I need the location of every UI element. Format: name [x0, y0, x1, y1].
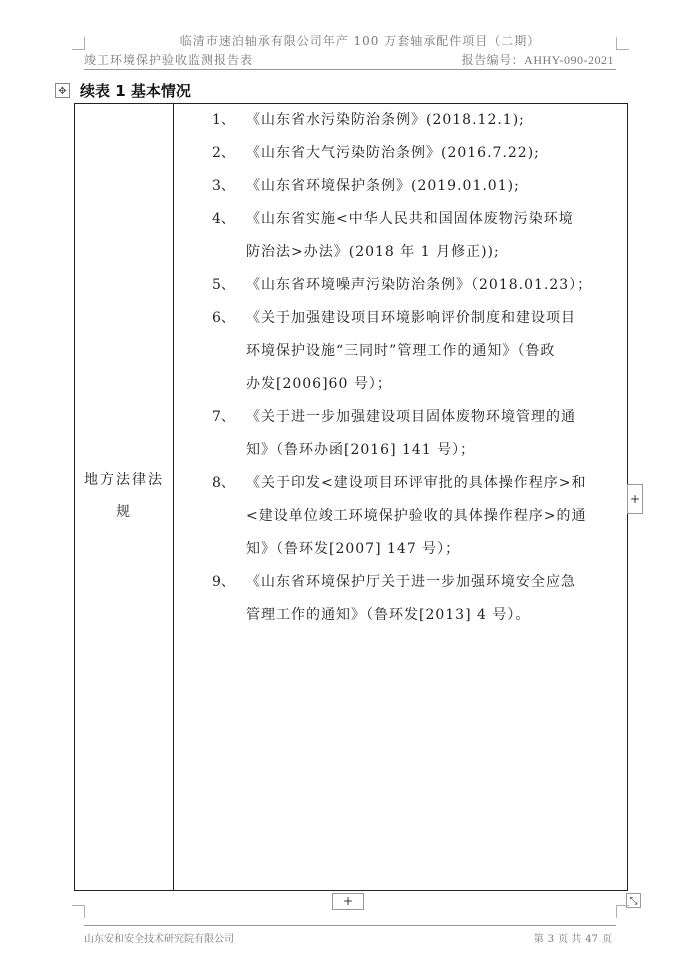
header-divider — [84, 69, 616, 70]
crop-mark — [72, 37, 85, 50]
list-item-number: 3、 — [212, 178, 235, 194]
list-item — [174, 302, 614, 401]
page-mid: 页 共 — [558, 934, 582, 945]
list-item — [174, 170, 614, 203]
list-item-number: 1、 — [212, 112, 235, 128]
list-item-number: 4、 — [212, 211, 235, 227]
list-item-text: 《山东省环境保护条例》(2019.01.01); — [246, 178, 520, 194]
page-number: 3 — [547, 934, 555, 945]
list-item — [174, 467, 614, 566]
list-item-number: 9、 — [212, 574, 235, 590]
list-item-text: 环境保护设施“三同时”管理工作的通知》（鲁政 — [246, 343, 556, 359]
basic-info-table — [74, 103, 628, 891]
list-item-text: 《山东省实施<中华人民共和国固体废物污染环境 — [246, 211, 574, 227]
list-item-text: 防治法>办法》(2018 年 1 月修正)); — [246, 244, 500, 260]
list-item-text: 《山东省环境保护厅关于进一步加强环境安全应急 — [246, 574, 576, 590]
list-item-number: 8、 — [212, 475, 235, 491]
crop-mark — [72, 905, 85, 918]
list-item-text: 《关于印发<建设项目环评审批的具体操作程序>和 — [246, 475, 587, 491]
list-item-text: 《山东省环境噪声污染防治条例》（2018.01.23）； — [246, 277, 593, 293]
document-title: 临清市速泊轴承有限公司年产 100 万套轴承配件项目（二期） — [179, 34, 541, 48]
document-subtitle: 竣工环境保护验收监测报告表 — [84, 53, 254, 67]
page-suffix: 页 — [602, 934, 612, 945]
footer-company: 山东安和安全技术研究院有限公司 — [84, 934, 234, 945]
list-item — [174, 269, 614, 302]
list-item-text: 《山东省水污染防治条例》(2018.12.1); — [246, 112, 525, 128]
list-item — [174, 401, 614, 467]
list-item-text: 知》（鲁环办函[2016] 141 号）； — [246, 442, 476, 458]
add-row-button[interactable]: + — [332, 893, 364, 910]
table-caption: 续表 1 基本情况 — [80, 82, 191, 100]
list-item-text: 《关于加强建设项目环境影响评价制度和建设项目 — [246, 310, 576, 326]
row-label-local-regulations[interactable] — [75, 464, 173, 528]
list-item-number: 7、 — [212, 409, 235, 425]
row-label-line: 地方法律法 — [84, 472, 164, 488]
table-move-icon[interactable]: ✥ — [55, 83, 70, 98]
footer-divider — [84, 925, 616, 926]
list-item-text: 管理工作的通知》（鲁环发[2013] 4 号）。 — [246, 607, 531, 623]
list-item-text: 知》（鲁环发[2007] 147 号）； — [246, 541, 461, 557]
page-indicator — [532, 930, 614, 945]
list-item — [174, 203, 614, 269]
list-item-number: 6、 — [212, 310, 235, 326]
list-item — [174, 104, 614, 137]
row-label-line: 规 — [116, 504, 132, 520]
crop-mark — [616, 905, 629, 918]
add-column-button[interactable]: + — [627, 484, 643, 514]
list-item-text: <建设单位竣工环境保护验收的具体操作程序>的通 — [246, 508, 587, 524]
table-resize-icon[interactable]: ⤡ — [626, 893, 641, 908]
list-item — [174, 137, 614, 170]
page-prefix: 第 — [533, 934, 544, 945]
regulation-list[interactable] — [174, 104, 614, 632]
crop-mark — [616, 37, 629, 50]
list-item-number: 5、 — [212, 277, 235, 293]
list-item-text: 办发[2006]60 号）； — [246, 376, 392, 392]
list-item-number: 2、 — [212, 145, 235, 161]
page-total: 47 — [585, 934, 598, 945]
list-item-text: 《山东省大气污染防治条例》(2016.7.22); — [246, 145, 540, 161]
list-item — [174, 566, 614, 632]
report-code: 报告编号：AHHY-090-2021 — [461, 53, 614, 67]
list-item-text: 《关于进一步加强建设项目固体废物环境管理的通 — [246, 409, 576, 425]
